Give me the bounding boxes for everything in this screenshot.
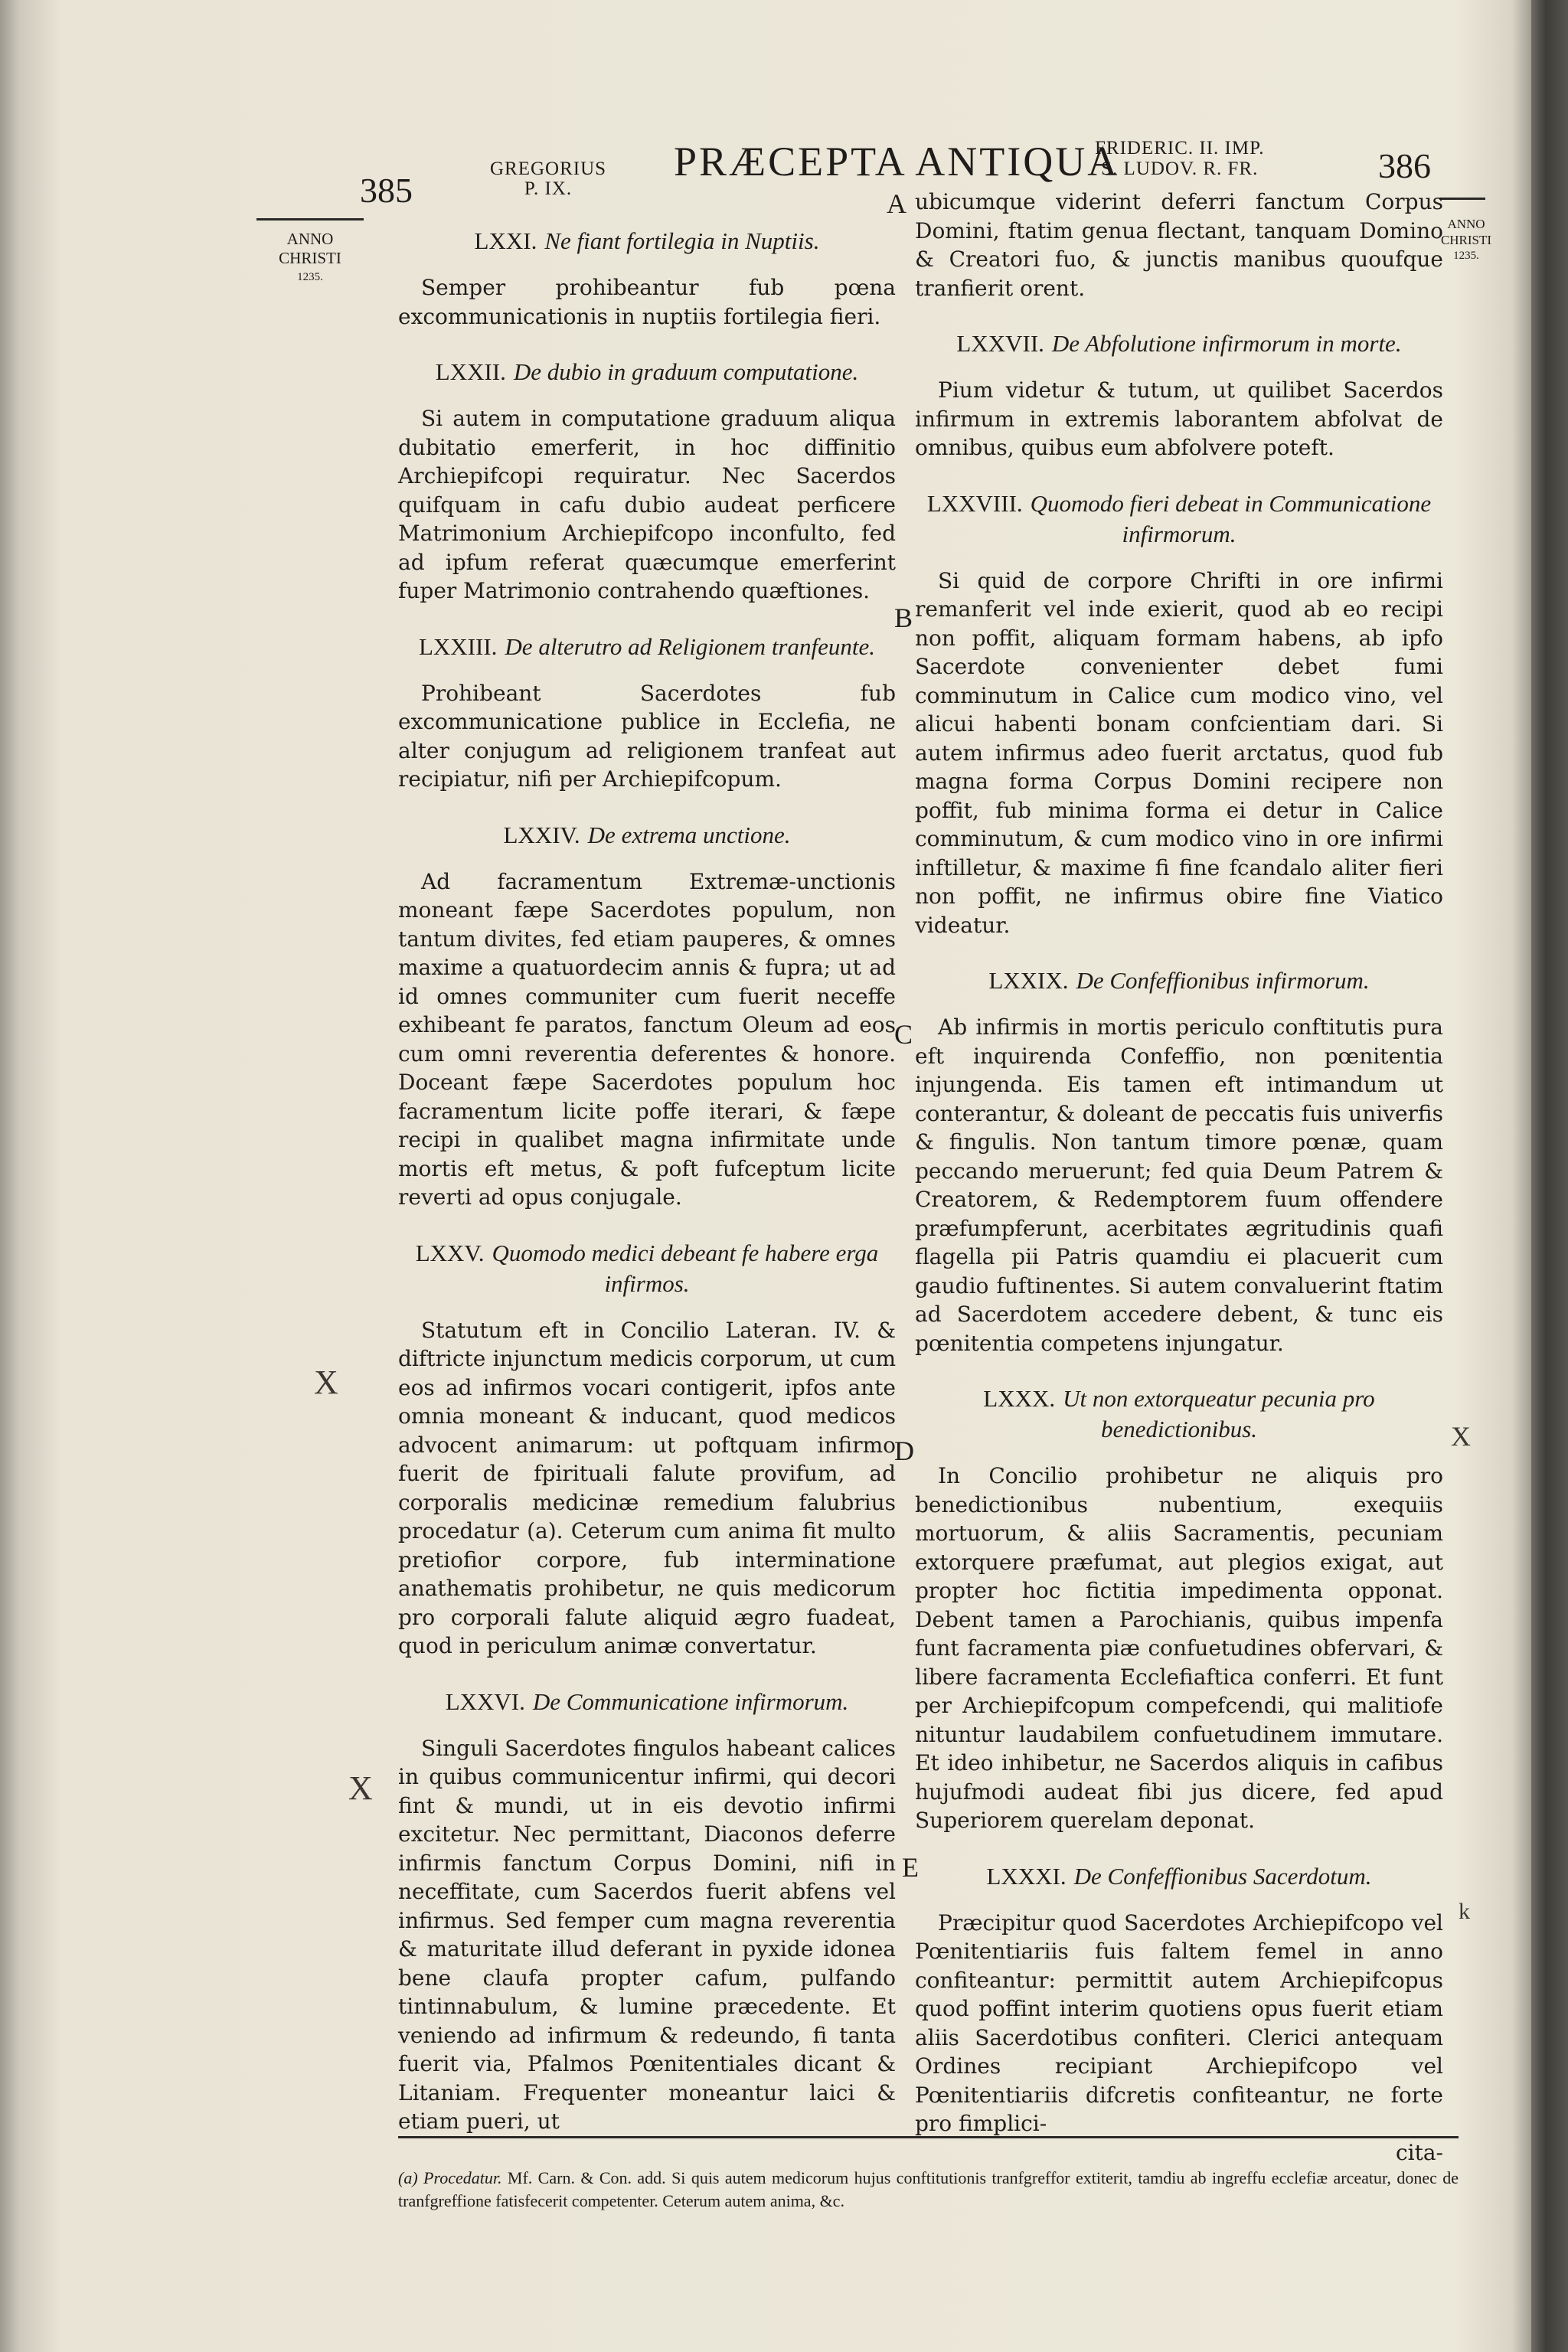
chapter-text-continued: ubicumque viderint deferri fanctum Corpus Domini, ftatim genua flectant, tanquam Domino & Creatori fuo, & junctis manibus quoufque tranfierit orent. xyxy=(915,189,1443,301)
anno-christi-left: ANNO CHRISTI 1235. xyxy=(279,230,341,283)
left-column xyxy=(398,226,896,2162)
footnote-text: Mf. Carn. & Con. add. Si quis autem medicorum hujus conftitutionis tranfgreffor extiterit, tamdiu ab ingreffu ecclefiæ arceatur, donec de tranfgreffione fatisfecerit competenter. Ceterum autem anima, &c. xyxy=(398,2168,1459,2210)
section-letter-a: A xyxy=(887,188,906,219)
running-head-right xyxy=(1095,138,1265,179)
header-rule-right xyxy=(1439,198,1485,200)
footnote xyxy=(398,2167,1459,2213)
page-number-left: 385 xyxy=(360,171,413,210)
chapter-text: Ab infirmis in mortis periculo conftitutis pura eft inquirenda Confeffio, non pœnitentia injungenda. Eis tamen eft intimandum ut conterantur, & doleant de peccatis fuis univerfis & fingulis. Non tantum timore pœnæ, quam peccando meruerunt; fed quia Deum Patrem & Creatorem, & Redemptorem fuum offendere præfumpferunt, acerbitates ægritudinis quafi flagella pii Patris quamdiu ei placuerit cum gaudio fuftinentes. Si autem convaluerint ftatim ad Sacerdotem accedere debent, & tunc eis pœnitentia competens injungatur. xyxy=(915,1014,1443,1356)
running-head-left-line2: P. IX. xyxy=(524,178,573,199)
chapter-text: Prohibeant Sacerdotes fub excommunicatione publice in Ecclefia, ne alter conjugum ad religionem tranfeat aut recipiatur, nifi per Archiepifcopum. xyxy=(398,680,896,792)
section-letter-b: B xyxy=(894,603,913,633)
anno-christi-right: ANNO CHRISTI 1235. xyxy=(1440,217,1492,262)
chapter-text: In Concilio prohibetur ne aliquis pro benedictionibus nubentium, exequiis mortuorum, & aliis Sacramentis, pecuniam extorquere præfumat, aut plegios exigat, aut propter hoc fictitia impedimenta opponat. Debent tamen a Parochianis, quibus impenfa funt facramenta piæ confuetudines obfervari, & libere facramenta Ecclefiaftica conferri. Et funt per Archiepifcopum compefcendi, qui malitiofe nituntur laudabilem confuetudinem immutare. Et ideo inhibetur, ne Sacerdos aliquis in cafibus hujufmodi audeat fibi jus dicere, fed apud Superiorem querelam deponat. xyxy=(915,1463,1443,1833)
section-letter-e: E xyxy=(902,1852,919,1883)
footnote-key: (a) Procedatur. xyxy=(398,2168,502,2187)
chapter-text: Ad facramentum Extremæ-unctionis moneant fæpe Sacerdotes populum, non tantum divites, fed etiam pauperes, & omnes maxime a quatuordecim annis & fupra; ut ad id omnes communiter cum fuerit neceffe exhibeant fe paratos, fanctum Oleum ad eos cum omni reverentia deferentes & honore. Doceant fæpe Sacerdotes populum hoc facramentum licite poffe iterari, & fæpe recipi in qualibet magna infirmitate unde mortis eft metus, & poft fufceptum licite reverti ad opus conjugale. xyxy=(398,868,896,1210)
chapter-heading: LXXVI. De Communicatione infirmorum. xyxy=(445,1687,849,1715)
chapter-text: Statutum eft in Concilio Lateran. IV. & diftricte injunctum medicis corporum, ut cum eos ad infirmos vocari contigerit, ipfos ante omnia moneant & inducant, quod medicos advocent animarum: ut poftquam infirmo fuerit de fpirituali falute provifum, ad corporalis medicinæ remedium falubrius procedatur (a). Ceterum cum anima fit multo pretiofior corpore, fub interminatione anathematis prohibetur, ne quis medicorum pro corporali falute aliquid ægro fuadeat, quod in periculum animæ convertatur. xyxy=(398,1317,896,1658)
chapter-text: Si quid de corpore Chrifti in ore infirmi remanferit vel inde exierit, quod ab eo recipi non poffit, aliquam formam habens, ab ipfo Sacerdote convenienter debet fumi comminutum in Calice cum modico vino, vel alicui habenti bonam confcientiam dari. Si autem infirmus adeo fuerit arctatus, quod fub magna forma Corpus Domini recipere non poffit, fub minima forma ei detur in Calice comminutum, & cum modico vino in ore infirmi inftilletur, & maxime fi fine fcandalo aliter fieri non poffit, ne infirmus obire fine Viatico videatur. xyxy=(915,567,1443,938)
running-head-left-line1: GREGORIUS xyxy=(490,158,607,179)
margin-mark-2: X xyxy=(348,1769,373,1807)
running-head-right-line2: S. LUDOV. R. FR. xyxy=(1101,158,1259,179)
chapter-heading: LXXVIII. Quomodo fieri debeat in Communicatione infirmorum. xyxy=(926,489,1432,547)
footnote-rule xyxy=(398,2136,1459,2138)
chapter-heading: LXXI. Ne fiant fortilegia in Nuptiis. xyxy=(474,227,820,254)
header-rule-left xyxy=(256,218,364,220)
section-letter-d: D xyxy=(894,1436,914,1466)
page-number-right: 386 xyxy=(1378,146,1431,185)
page-title: PRÆCEPTA ANTIQUA xyxy=(674,139,1120,185)
section-letter-c: C xyxy=(894,1019,913,1050)
chapter-heading: LXXXI. De Confeffionibus Sacerdotum. xyxy=(986,1862,1372,1890)
margin-mark-3: X xyxy=(1451,1421,1471,1452)
chapter-heading: LXXIV. De extrema unctione. xyxy=(503,821,791,848)
chapter-text: Singuli Sacerdotes fingulos habeant calices in quibus communicentur infirmi, qui decori fint & mundi, ut in eis devotio infirmi excitetur. Nec permittant, Diaconos deferre infirmis fanctum Corpus Domini, nifi in neceffitate, cum Sacerdos fuerit abfens vel infirmus. Sed femper cum magna reverentia & maturitate illud deferant in pyxide idonea bene claufa propter cafum, pulfando tintinnabulum, & lumine præcedente. Et veniendo ad infirmum & redeundo, fi tanta fuerit via, Pfalmos Pœnitentiales dicant & Litaniam. Frequenter moneantur laici & etiam pueri, ut xyxy=(398,1735,896,2134)
margin-mark-4: k xyxy=(1459,1899,1470,1924)
book-spine xyxy=(1531,0,1568,2352)
chapter-heading: LXXV. Quomodo medici debeant fe habere erga infirmos. xyxy=(415,1239,879,1297)
margin-mark-1: X xyxy=(314,1364,338,1401)
running-head-right-line1: FRIDERIC. II. IMP. xyxy=(1095,138,1265,158)
chapter-text: Pium videtur & tutum, ut quilibet Sacerdos infirmum in extremis laborantem abfolvat de omnibus, quibus eum abfolvere poteft. xyxy=(915,377,1443,460)
catchword: cita- xyxy=(1395,2139,1443,2165)
chapter-heading: LXXVII. De Abfolutione infirmorum in morte. xyxy=(956,330,1402,357)
chapter-heading: LXXX. Ut non extorqueatur pecunia pro benedictionibus. xyxy=(983,1385,1375,1442)
chapter-text: Præcipitur quod Sacerdotes Archiepifcopo vel Pœnitentiariis fuis faltem femel in anno confiteantur: permittit autem Archiepifcopus quod poffint interim quotiens opus fuerit etiam aliis Sacerdotibus confiteri. Clerici antequam Ordines recipiant Archiepifcopo vel Pœnitentiariis difcretis confiteantur, ne forte pro fimplici- xyxy=(915,1909,1443,2136)
chapter-heading: LXXIX. De Confeffionibus infirmorum. xyxy=(988,967,1370,994)
chapter-text: Si autem in computatione graduum aliqua dubitatio emerferit, in hoc diffinitio Archiepifcopi requiratur. Nec Sacerdos quifquam in cafu dubio audeat perficere Matrimonium Archiepifcopo inconfulto, fed ad ipfum referat quæcumque emerferint fuper Matrimonio contrahendo quæftiones. xyxy=(398,406,896,603)
running-head-left xyxy=(490,159,606,199)
right-column xyxy=(915,188,1443,2164)
chapter-heading: LXXIII. De alterutro ad Religionem tranfeunte. xyxy=(418,632,875,660)
chapter-text: Semper prohibeantur fub pœna excommunicationis in nuptiis fortilegia fieri. xyxy=(398,275,896,329)
chapter-heading: LXXII. De dubio in graduum computatione. xyxy=(435,358,859,385)
